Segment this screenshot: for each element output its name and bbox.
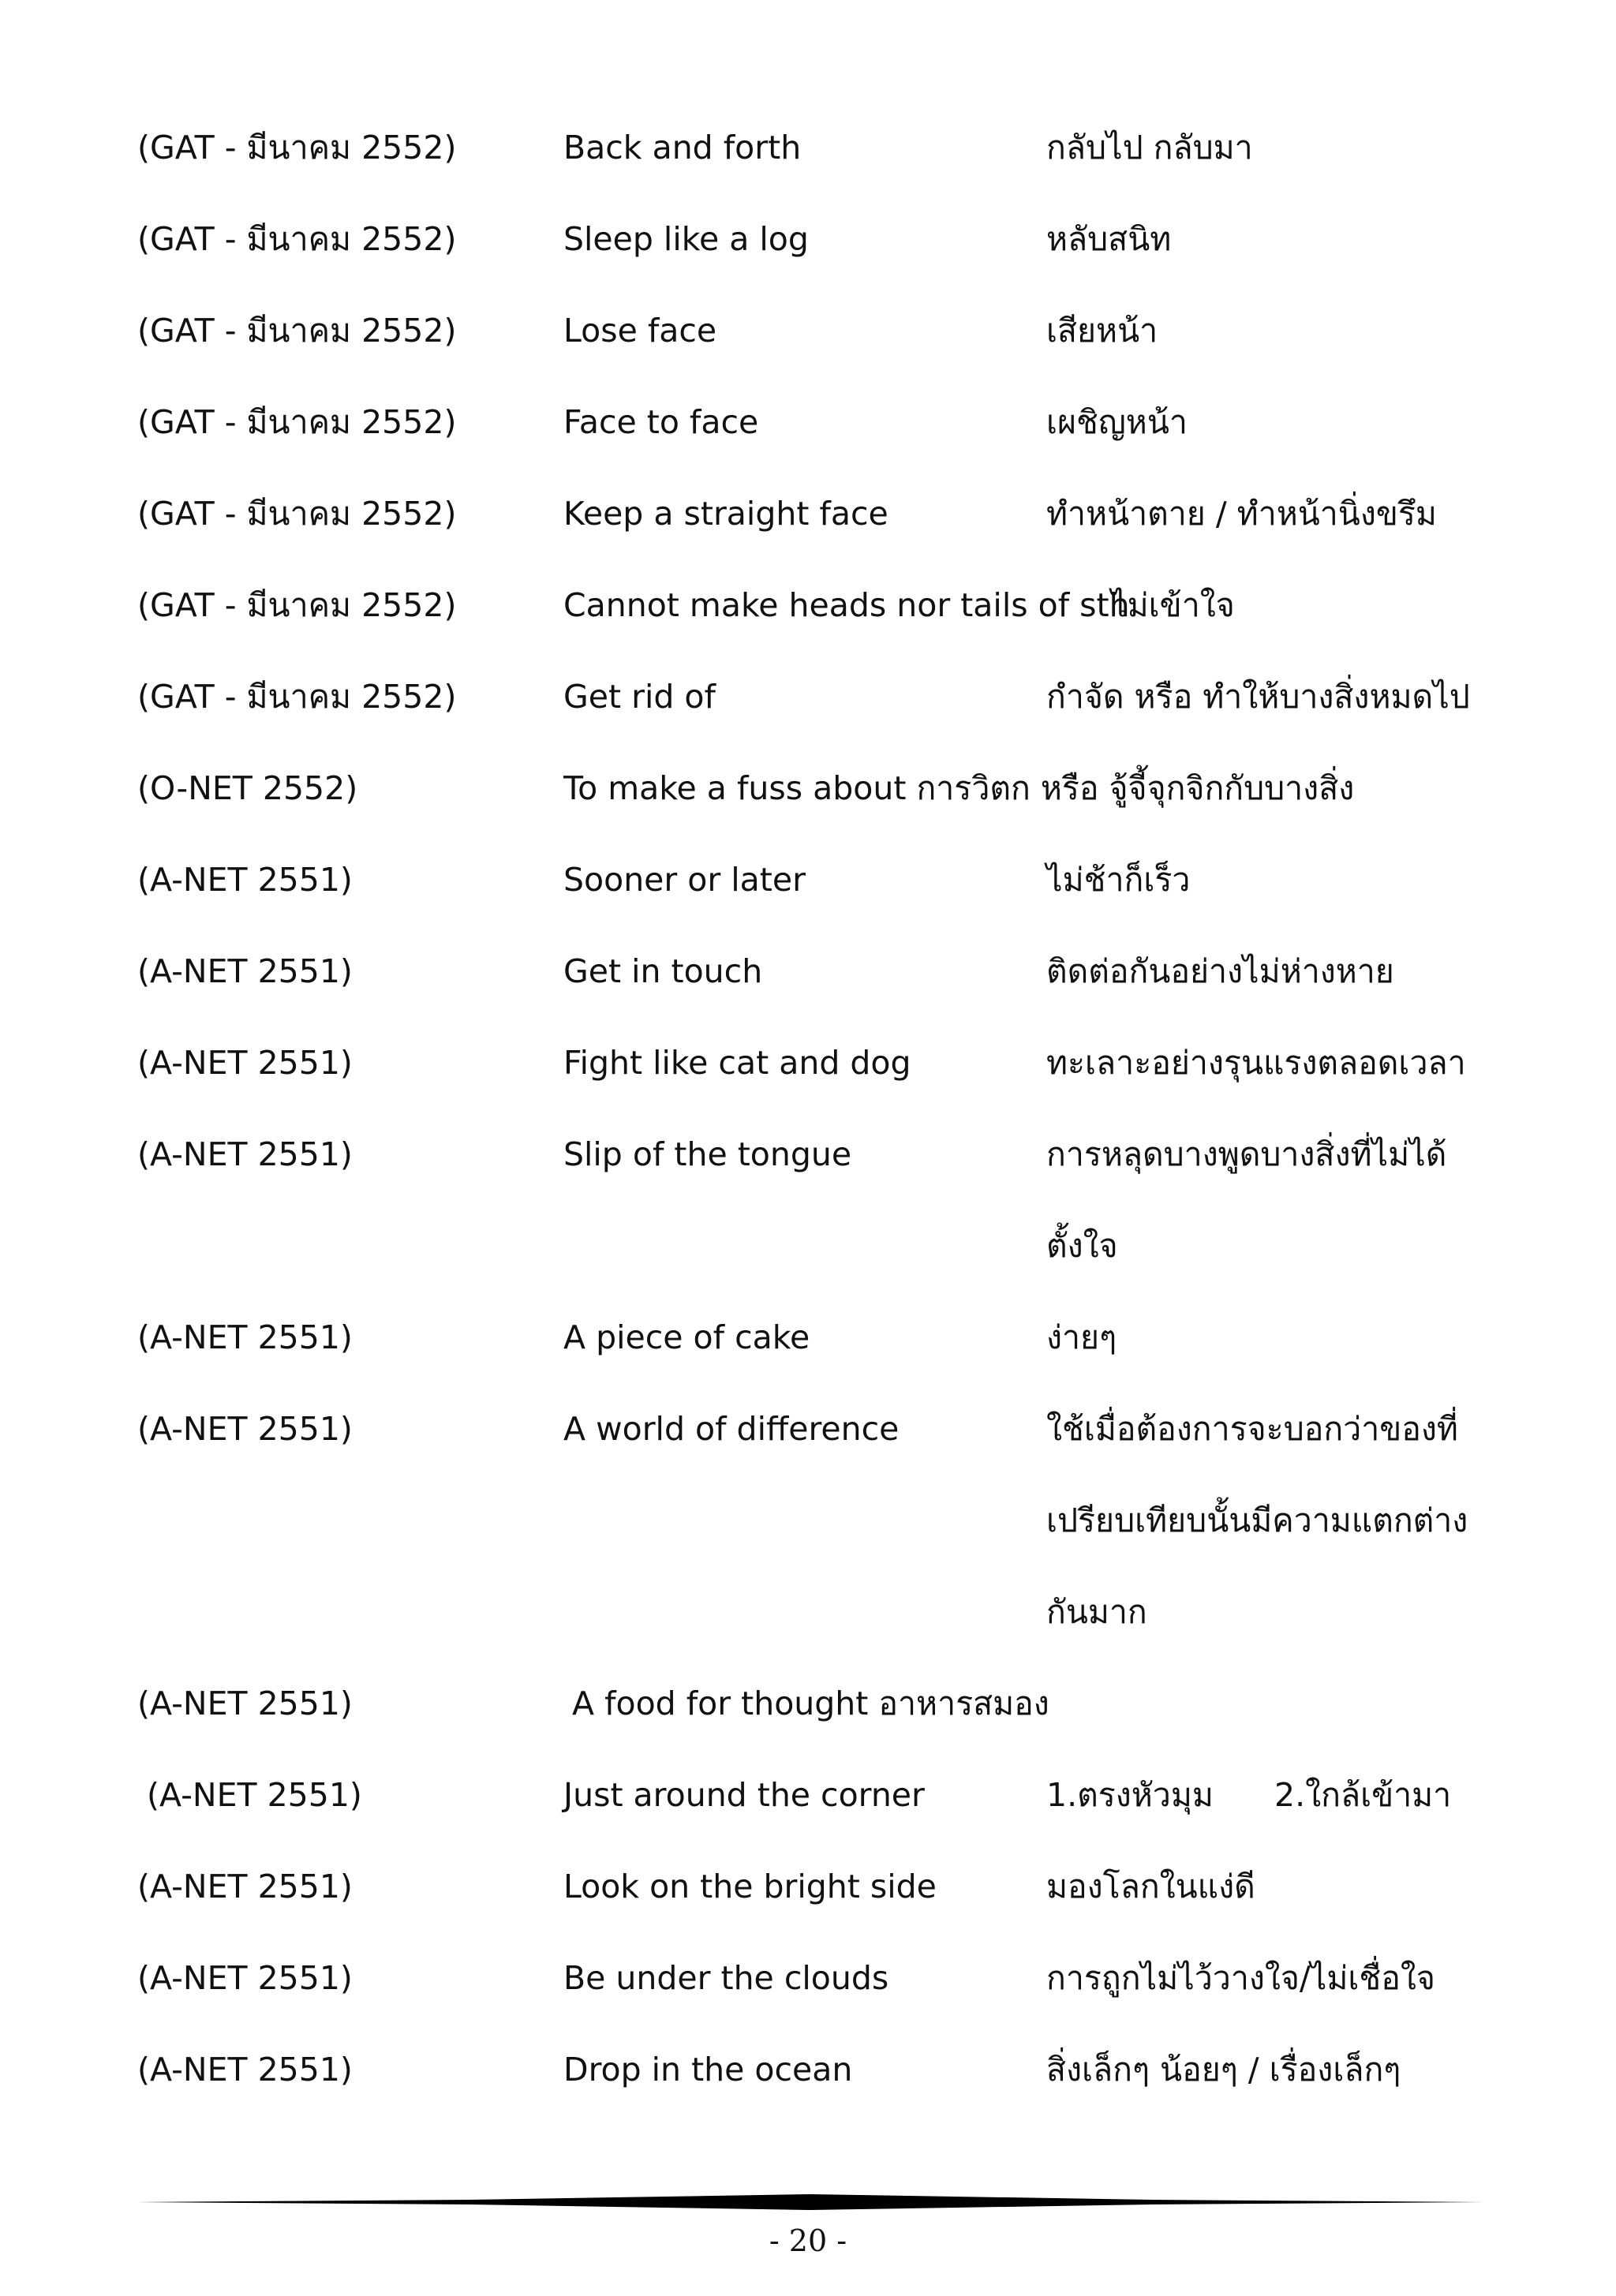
source-label: (A-NET 2551): [137, 861, 353, 899]
idiom-row: [0, 102, 1616, 193]
idiom-row: [0, 926, 1616, 1017]
idiom-text: A piece of cake: [563, 1318, 810, 1356]
idiom-text: Look on the bright side: [563, 1868, 937, 1905]
idiom-row: [0, 834, 1616, 926]
idiom-row: [0, 559, 1616, 651]
meaning-text: ใช้เมื่อต้องการจะบอกว่าของที่: [1046, 1410, 1458, 1448]
idiom-row: [0, 193, 1616, 285]
idiom-text: Sleep like a log: [563, 220, 809, 258]
meaning-text: กำจัด หรือ ทำให้บางสิ่งหมดไป: [1046, 678, 1470, 716]
source-label: (GAT - มีนาคม 2552): [137, 678, 457, 716]
idiom-row: [0, 376, 1616, 468]
idiom-text: Fight like cat and dog: [563, 1044, 911, 1082]
meaning-text: ตั้งใจ: [1046, 1227, 1118, 1265]
idiom-text: Sooner or later: [563, 861, 806, 899]
meaning-text: สิ่งเล็กๆ น้อยๆ / เรื่องเล็กๆ: [1046, 2051, 1401, 2088]
meaning-text: เสียหน้า: [1046, 312, 1158, 350]
idiom-text: Just around the corner: [563, 1776, 925, 1814]
page-number: - 20 -: [769, 2223, 847, 2258]
idiom-text: Cannot make heads nor tails of sth: [563, 586, 1130, 624]
idiom-text: Face to face: [563, 403, 759, 441]
meaning-continuation: [0, 1200, 1616, 1292]
idiom-row: [0, 285, 1616, 376]
meaning-text: การถูกไม่ไว้วางใจ/ไม่เชื่อใจ: [1046, 1959, 1435, 1997]
idiom-row: [0, 1292, 1616, 1383]
idiom-text: Back and forth: [563, 129, 802, 166]
idiom-text: Lose face: [563, 312, 717, 350]
meaning-text: ทำหน้าตาย / ทำหน้านิ่งขรึม: [1046, 495, 1437, 533]
source-label: (A-NET 2551): [137, 2051, 353, 2088]
source-label: (GAT - มีนาคม 2552): [137, 403, 457, 441]
idiom-text: A food for thought อาหารสมอง: [572, 1685, 1049, 1722]
source-label: (A-NET 2551): [137, 952, 353, 990]
idiom-row: [0, 1017, 1616, 1109]
idiom-text: Slip of the tongue: [563, 1135, 852, 1173]
source-label: (GAT - มีนาคม 2552): [137, 312, 457, 350]
source-label: (GAT - มีนาคม 2552): [137, 495, 457, 533]
meaning-text: การหลุดบางพูดบางสิ่งที่ไม่ได้: [1046, 1135, 1447, 1173]
source-label: (GAT - มีนาคม 2552): [137, 220, 457, 258]
idiom-row: [0, 468, 1616, 559]
source-label: (A-NET 2551): [147, 1776, 362, 1814]
idiom-row: [0, 1383, 1616, 1475]
source-label: (A-NET 2551): [137, 1135, 353, 1173]
idiom-row: [0, 2024, 1616, 2115]
meaning-text: ติดต่อกันอย่างไม่ห่างหาย: [1046, 952, 1394, 990]
idiom-row: [0, 1841, 1616, 1932]
source-label: (A-NET 2551): [137, 1318, 353, 1356]
idiom-row: [0, 742, 1616, 834]
source-label: (A-NET 2551): [137, 1685, 353, 1722]
meaning-text: เผชิญหน้า: [1046, 403, 1188, 441]
idiom-text: Get in touch: [563, 952, 763, 990]
source-label: (A-NET 2551): [137, 1959, 353, 1997]
meaning-text: ไม่ช้าก็เร็ว: [1046, 861, 1191, 899]
idiom-row: [0, 1749, 1616, 1841]
idiom-row: [0, 1658, 1616, 1749]
meaning-continuation: [0, 1566, 1616, 1658]
source-label: (A-NET 2551): [137, 1410, 353, 1448]
meaning-text: 1.ตรงหัวมุม: [1046, 1776, 1214, 1814]
idiom-row: [0, 1109, 1616, 1200]
meaning-text: ทะเลาะอย่างรุนแรงตลอดเวลา: [1046, 1044, 1466, 1082]
idiom-text: Keep a straight face: [563, 495, 888, 533]
meaning-text: กันมาก: [1046, 1593, 1147, 1631]
meaning-text: 2.ใกล้เข้ามา: [1274, 1776, 1452, 1814]
idiom-text: Get rid of: [563, 678, 716, 716]
idiom-text: To make a fuss about การวิตก หรือ จู้จี้จุกจิกกับบางสิ่ง: [563, 769, 1355, 807]
meaning-text: ไม่เข้าใจ: [1111, 586, 1235, 624]
meaning-text: กลับไป กลับมา: [1046, 129, 1253, 166]
meaning-text: มองโลกในแง่ดี: [1046, 1868, 1255, 1905]
meaning-continuation: [0, 1475, 1616, 1566]
source-label: (A-NET 2551): [137, 1868, 353, 1905]
idiom-text: Drop in the ocean: [563, 2051, 853, 2088]
meaning-text: ง่ายๆ: [1046, 1318, 1117, 1356]
meaning-text: หลับสนิท: [1046, 220, 1172, 258]
source-label: (GAT - มีนาคม 2552): [137, 129, 457, 166]
idiom-row: [0, 651, 1616, 742]
source-label: (GAT - มีนาคม 2552): [137, 586, 457, 624]
footer-divider: [137, 2190, 1483, 2214]
idiom-row: [0, 1932, 1616, 2024]
meaning-text: เปรียบเทียบนั้นมีความแตกต่าง: [1046, 1501, 1468, 1539]
idiom-text: Be under the clouds: [563, 1959, 889, 1997]
source-label: (A-NET 2551): [137, 1044, 353, 1082]
source-label: (O-NET 2552): [137, 769, 358, 807]
idiom-text: A world of difference: [563, 1410, 900, 1448]
